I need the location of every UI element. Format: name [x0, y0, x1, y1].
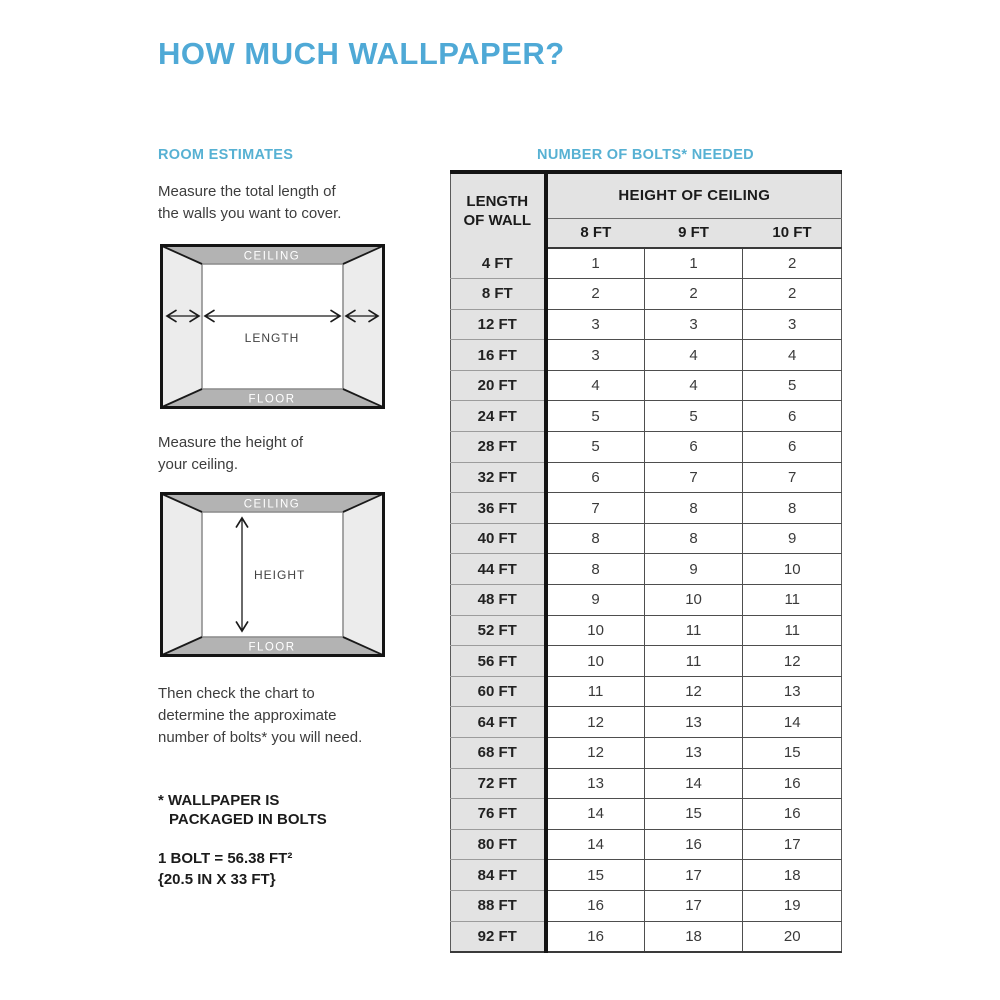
height-of-ceiling-header: HEIGHT OF CEILING — [546, 172, 842, 218]
left-wall-surface — [162, 494, 202, 655]
ceiling-label: CEILING — [243, 250, 301, 263]
bolts-value-cell: 4 — [743, 340, 842, 371]
bolts-value-cell: 2 — [644, 279, 743, 310]
wall-length-cell: 36 FT — [451, 493, 546, 524]
bolts-value-cell: 8 — [546, 523, 645, 554]
bolts-value-cell: 4 — [644, 370, 743, 401]
bolts-value-cell: 7 — [743, 462, 842, 493]
bolts-value-cell: 8 — [644, 523, 743, 554]
table-row — [451, 646, 842, 677]
table-row — [451, 707, 842, 738]
table-row — [451, 493, 842, 524]
bolts-value-cell: 2 — [546, 279, 645, 310]
bolts-value-cell: 12 — [546, 738, 645, 769]
right-wall-surface — [343, 494, 383, 655]
bolts-needed-heading: NUMBER OF BOLTS* NEEDED — [537, 147, 754, 163]
table-row — [451, 799, 842, 830]
table-row — [451, 248, 842, 279]
wall-length-cell: 8 FT — [451, 279, 546, 310]
bolts-value-cell: 20 — [743, 921, 842, 952]
bolts-value-cell: 14 — [743, 707, 842, 738]
bolts-value-cell: 13 — [743, 676, 842, 707]
bolts-value-cell: 8 — [743, 493, 842, 524]
bolts-value-cell: 6 — [743, 401, 842, 432]
bolts-value-cell: 4 — [546, 370, 645, 401]
ceiling-label: CEILING — [243, 498, 301, 511]
height-label: HEIGHT — [254, 568, 306, 582]
room-estimates-heading: ROOM ESTIMATES — [158, 147, 294, 163]
wall-length-cell: 92 FT — [451, 921, 546, 952]
bolts-value-cell: 1 — [644, 248, 743, 279]
bolts-value-cell: 17 — [644, 860, 743, 891]
bolts-value-cell: 5 — [546, 401, 645, 432]
bolts-value-cell: 3 — [743, 309, 842, 340]
wallpaper-bolts-footnote — [158, 792, 327, 830]
instruction-line: Then check the chart to — [158, 685, 315, 702]
bolts-value-cell: 17 — [644, 890, 743, 921]
left-wall-surface — [162, 246, 202, 407]
room-height-diagram — [160, 492, 385, 657]
instruction-measure-length — [158, 181, 341, 225]
bolts-value-cell: 10 — [743, 554, 842, 585]
wall-length-cell: 12 FT — [451, 309, 546, 340]
table-row — [451, 768, 842, 799]
bolts-value-cell: 15 — [546, 860, 645, 891]
bolts-value-cell: 13 — [644, 707, 743, 738]
bolts-value-cell: 12 — [644, 676, 743, 707]
bolts-value-cell: 16 — [743, 768, 842, 799]
bolts-value-cell: 3 — [546, 340, 645, 371]
table-row — [451, 829, 842, 860]
header-line: LENGTH — [466, 192, 529, 210]
bolts-value-cell: 11 — [644, 615, 743, 646]
floor-label: FLOOR — [248, 393, 296, 406]
bolts-value-cell: 5 — [743, 370, 842, 401]
bolts-value-cell: 13 — [644, 738, 743, 769]
table-row — [451, 554, 842, 585]
wall-length-cell: 76 FT — [451, 799, 546, 830]
table-row — [451, 401, 842, 432]
table-row — [451, 860, 842, 891]
wall-length-cell: 52 FT — [451, 615, 546, 646]
instruction-line: the walls you want to cover. — [158, 204, 342, 222]
wall-length-cell: 20 FT — [451, 370, 546, 401]
bolts-value-cell: 10 — [644, 585, 743, 616]
bolts-value-cell: 16 — [743, 799, 842, 830]
table-header-row — [451, 172, 842, 218]
bolts-value-cell: 5 — [546, 432, 645, 463]
bolts-value-cell: 15 — [644, 799, 743, 830]
instruction-measure-height — [158, 432, 303, 476]
footnote-line: PACKAGED IN BOLTS — [169, 810, 327, 828]
bolts-value-cell: 1 — [546, 248, 645, 279]
header-line: OF WALL — [463, 212, 531, 229]
bolts-table — [450, 170, 842, 953]
table-row — [451, 921, 842, 952]
bolts-value-cell: 3 — [644, 309, 743, 340]
wall-length-cell: 24 FT — [451, 401, 546, 432]
footnote-line: * WALLPAPER IS — [158, 792, 280, 809]
instruction-line: number of bolts* you will need. — [158, 728, 363, 746]
wall-length-cell: 28 FT — [451, 432, 546, 463]
ceiling-height-column-header: 9 FT — [644, 218, 743, 248]
bolts-value-cell: 11 — [546, 676, 645, 707]
ceiling-height-column-header: 8 FT — [546, 218, 645, 248]
wall-length-cell: 80 FT — [451, 829, 546, 860]
bolts-value-cell: 7 — [546, 493, 645, 524]
bolts-value-cell: 9 — [644, 554, 743, 585]
bolts-value-cell: 19 — [743, 890, 842, 921]
bolts-value-cell: 16 — [546, 890, 645, 921]
bolts-table-body — [451, 248, 842, 952]
wall-length-cell: 88 FT — [451, 890, 546, 921]
table-row — [451, 370, 842, 401]
wall-length-cell: 44 FT — [451, 554, 546, 585]
wall-length-cell: 48 FT — [451, 585, 546, 616]
table-row — [451, 676, 842, 707]
table-row — [451, 279, 842, 310]
wall-length-cell: 56 FT — [451, 646, 546, 677]
instruction-line: Measure the total length of — [158, 183, 336, 200]
instruction-check-chart — [158, 683, 362, 748]
bolts-value-cell: 2 — [743, 248, 842, 279]
table-row — [451, 309, 842, 340]
table-row — [451, 462, 842, 493]
bolts-value-cell: 13 — [546, 768, 645, 799]
instruction-line: Measure the height of — [158, 434, 304, 451]
floor-label: FLOOR — [248, 641, 296, 654]
bolts-value-cell: 7 — [644, 462, 743, 493]
bolts-value-cell: 8 — [546, 554, 645, 585]
bolt-size-spec — [158, 848, 292, 890]
bolts-value-cell: 12 — [743, 646, 842, 677]
back-wall-surface — [202, 264, 343, 389]
bolts-value-cell: 11 — [743, 585, 842, 616]
table-row — [451, 340, 842, 371]
bolts-value-cell: 12 — [546, 707, 645, 738]
bolts-value-cell: 16 — [546, 921, 645, 952]
wall-length-cell: 84 FT — [451, 860, 546, 891]
bolts-value-cell: 14 — [546, 799, 645, 830]
instruction-line: your ceiling. — [158, 455, 239, 473]
wall-length-cell: 68 FT — [451, 738, 546, 769]
bolts-value-cell: 10 — [546, 646, 645, 677]
bolt-spec-line: 1 BOLT = 56.38 FT² — [158, 850, 293, 867]
bolts-value-cell: 3 — [546, 309, 645, 340]
bolts-value-cell: 9 — [743, 523, 842, 554]
bolts-value-cell: 6 — [644, 432, 743, 463]
bolts-value-cell: 15 — [743, 738, 842, 769]
table-row — [451, 738, 842, 769]
table-row — [451, 432, 842, 463]
wall-length-cell: 4 FT — [451, 248, 546, 279]
room-length-diagram — [160, 244, 385, 409]
wall-length-cell: 60 FT — [451, 676, 546, 707]
wall-length-cell: 16 FT — [451, 340, 546, 371]
wall-length-cell: 64 FT — [451, 707, 546, 738]
length-label: LENGTH — [244, 331, 300, 345]
bolts-value-cell: 11 — [644, 646, 743, 677]
bolts-value-cell: 2 — [743, 279, 842, 310]
ceiling-height-column-header: 10 FT — [743, 218, 842, 248]
bolts-value-cell: 8 — [644, 493, 743, 524]
bolts-value-cell: 17 — [743, 829, 842, 860]
bolts-value-cell: 6 — [546, 462, 645, 493]
bolts-value-cell: 10 — [546, 615, 645, 646]
table-row — [451, 585, 842, 616]
table-row — [451, 523, 842, 554]
bolts-value-cell: 14 — [546, 829, 645, 860]
right-wall-surface — [343, 246, 383, 407]
bolts-value-cell: 4 — [644, 340, 743, 371]
page-title: HOW MUCH WALLPAPER? — [158, 36, 565, 71]
wall-length-cell: 40 FT — [451, 523, 546, 554]
length-of-wall-header — [451, 172, 546, 248]
bolts-value-cell: 18 — [644, 921, 743, 952]
bolts-value-cell: 18 — [743, 860, 842, 891]
table-row — [451, 890, 842, 921]
table-row — [451, 615, 842, 646]
bolts-value-cell: 6 — [743, 432, 842, 463]
bolts-value-cell: 9 — [546, 585, 645, 616]
wall-length-cell: 32 FT — [451, 462, 546, 493]
bolts-value-cell: 5 — [644, 401, 743, 432]
bolts-value-cell: 11 — [743, 615, 842, 646]
bolts-value-cell: 14 — [644, 768, 743, 799]
instruction-line: determine the approximate — [158, 706, 337, 724]
bolts-value-cell: 16 — [644, 829, 743, 860]
bolt-spec-line: {20.5 IN X 33 FT} — [158, 871, 276, 888]
wall-length-cell: 72 FT — [451, 768, 546, 799]
